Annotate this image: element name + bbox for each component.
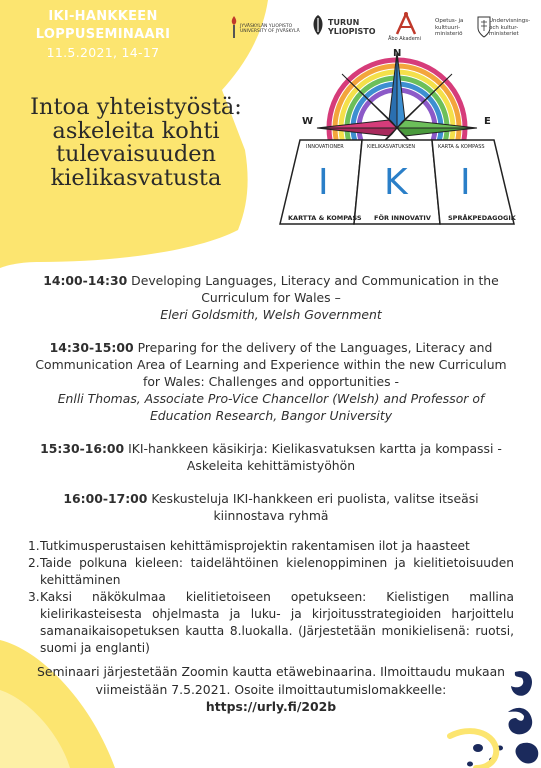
program-item [28, 272, 514, 323]
page-title: Intoa yhteistyöstä: askeleita kohti tulevaisuuden kielikasvatusta [30, 94, 242, 191]
program-item [28, 490, 514, 524]
compass-illustration [262, 44, 532, 234]
registration-text: Seminaari järjestetään Zoomin kautta etäwebinaarina. Ilmoittaudu mukaan viimeistään 7.5.2021. Osoite ilmoittautumislomakkeelle: [36, 664, 506, 697]
okm-logo-text-sv: Undervisnings- och kultur- ministeriet [489, 18, 531, 37]
list-item [28, 538, 514, 555]
event-header [18, 8, 188, 62]
registration-info [30, 663, 512, 716]
program-text: IKI-hankkeen käsikirja: Kielikasvatuksen kartta ja kompassi - Askeleita kehittämistyöhön [124, 441, 502, 473]
map-top-label-1: INNOVATIONER [306, 144, 344, 150]
map-top-label-2: KIELIKASVATUKSEN [367, 144, 416, 150]
partner-logos [228, 12, 533, 46]
list-item-text: Taide polkuna kieleen: taidelähtöinen kielenoppiminen ja kielitietoisuuden kehittäminen [40, 556, 514, 587]
program-item [28, 440, 514, 474]
program-time: 14:30-15:00 [49, 340, 134, 355]
compass-n-label: N [393, 48, 402, 59]
map-bottom-label-2: FÖR INNOVATIV [374, 214, 431, 222]
discussion-groups-list [28, 538, 514, 657]
program-item [28, 339, 514, 424]
abo-emblem-icon [391, 12, 421, 36]
map-letter-i1: I [318, 162, 329, 203]
torch-icon [228, 14, 240, 40]
yellow-swirl [450, 731, 496, 768]
list-item-number: 3. [28, 590, 40, 604]
program-time: 16:00-17:00 [63, 491, 148, 506]
map-top-label-3: KARTA & KOMPASS [438, 144, 485, 150]
map-letter-i2: I [460, 162, 471, 203]
event-title-line2: LOPPUSEMINAARI [35, 27, 171, 42]
program-time: 15:30-16:00 [40, 441, 125, 456]
registration-link[interactable]: https://urly.fi/202b [205, 699, 337, 714]
list-item-number: 1. [28, 539, 40, 553]
program-text: Keskusteluja IKI-hankkeen eri puolista, valitse itseäsi kiinnostava ryhmä [147, 491, 479, 523]
compass-e-label: E [484, 116, 491, 127]
program-list [28, 272, 514, 540]
list-item [28, 555, 514, 589]
program-speaker: Enlli Thomas, Associate Pro-Vice Chancellor (Welsh) and Professor of Education Research, Bangor University [57, 391, 485, 423]
map-bottom-label-1: KARTTA & KOMPASS [288, 214, 362, 222]
map-bottom-label-3: SPRÅKPEDAGOGIK [448, 214, 516, 222]
compass-w-label: W [302, 116, 314, 127]
event-date: 11.5.2021, 14-17 [46, 45, 160, 60]
jyu-logo-text: JYVÄSKYLÄN YLIOPISTO UNIVERSITY OF JYVÄSKYLÄ [240, 24, 300, 34]
list-item [28, 589, 514, 657]
map-letter-k: K [384, 162, 408, 203]
utu-logo-text: TURUN YLIOPISTO [328, 18, 376, 36]
list-item-text: Tutkimusperustaisen kehittämisprojektin rakentamisen ilot ja haasteet [40, 539, 470, 553]
list-item-number: 2. [28, 556, 40, 570]
list-item-text: Kaksi näkökulmaa kielitietoiseen opetukseen: Kielistigen mallina kielirikasteisesta ohjelmasta ja luku- ja kirjoitusstrategioiden harjoittelu samanaikaisopetuksen kautta 8.luokalla. (Järjestetään monikielisenä: ruotsi, suomi ja englanti) [40, 590, 514, 655]
program-text: Developing Languages, Literacy and Communication in the Curriculum for Wales – [127, 273, 499, 305]
event-title-line1: IKI-HANKKEEN [48, 9, 158, 24]
utu-emblem-icon [310, 14, 326, 36]
program-time: 14:00-14:30 [43, 273, 128, 288]
okm-logo-text-fi: Opetus- ja kulttuuri- ministeriö [435, 18, 464, 37]
program-speaker: Eleri Goldsmith, Welsh Government [160, 307, 382, 322]
program-text: Preparing for the delivery of the Languages, Literacy and Communication Area of Learning and Experience within the new Curriculum for Wales: Challenges and opportunities - [35, 340, 507, 389]
abo-logo-text: Åbo Akademi [388, 36, 422, 42]
